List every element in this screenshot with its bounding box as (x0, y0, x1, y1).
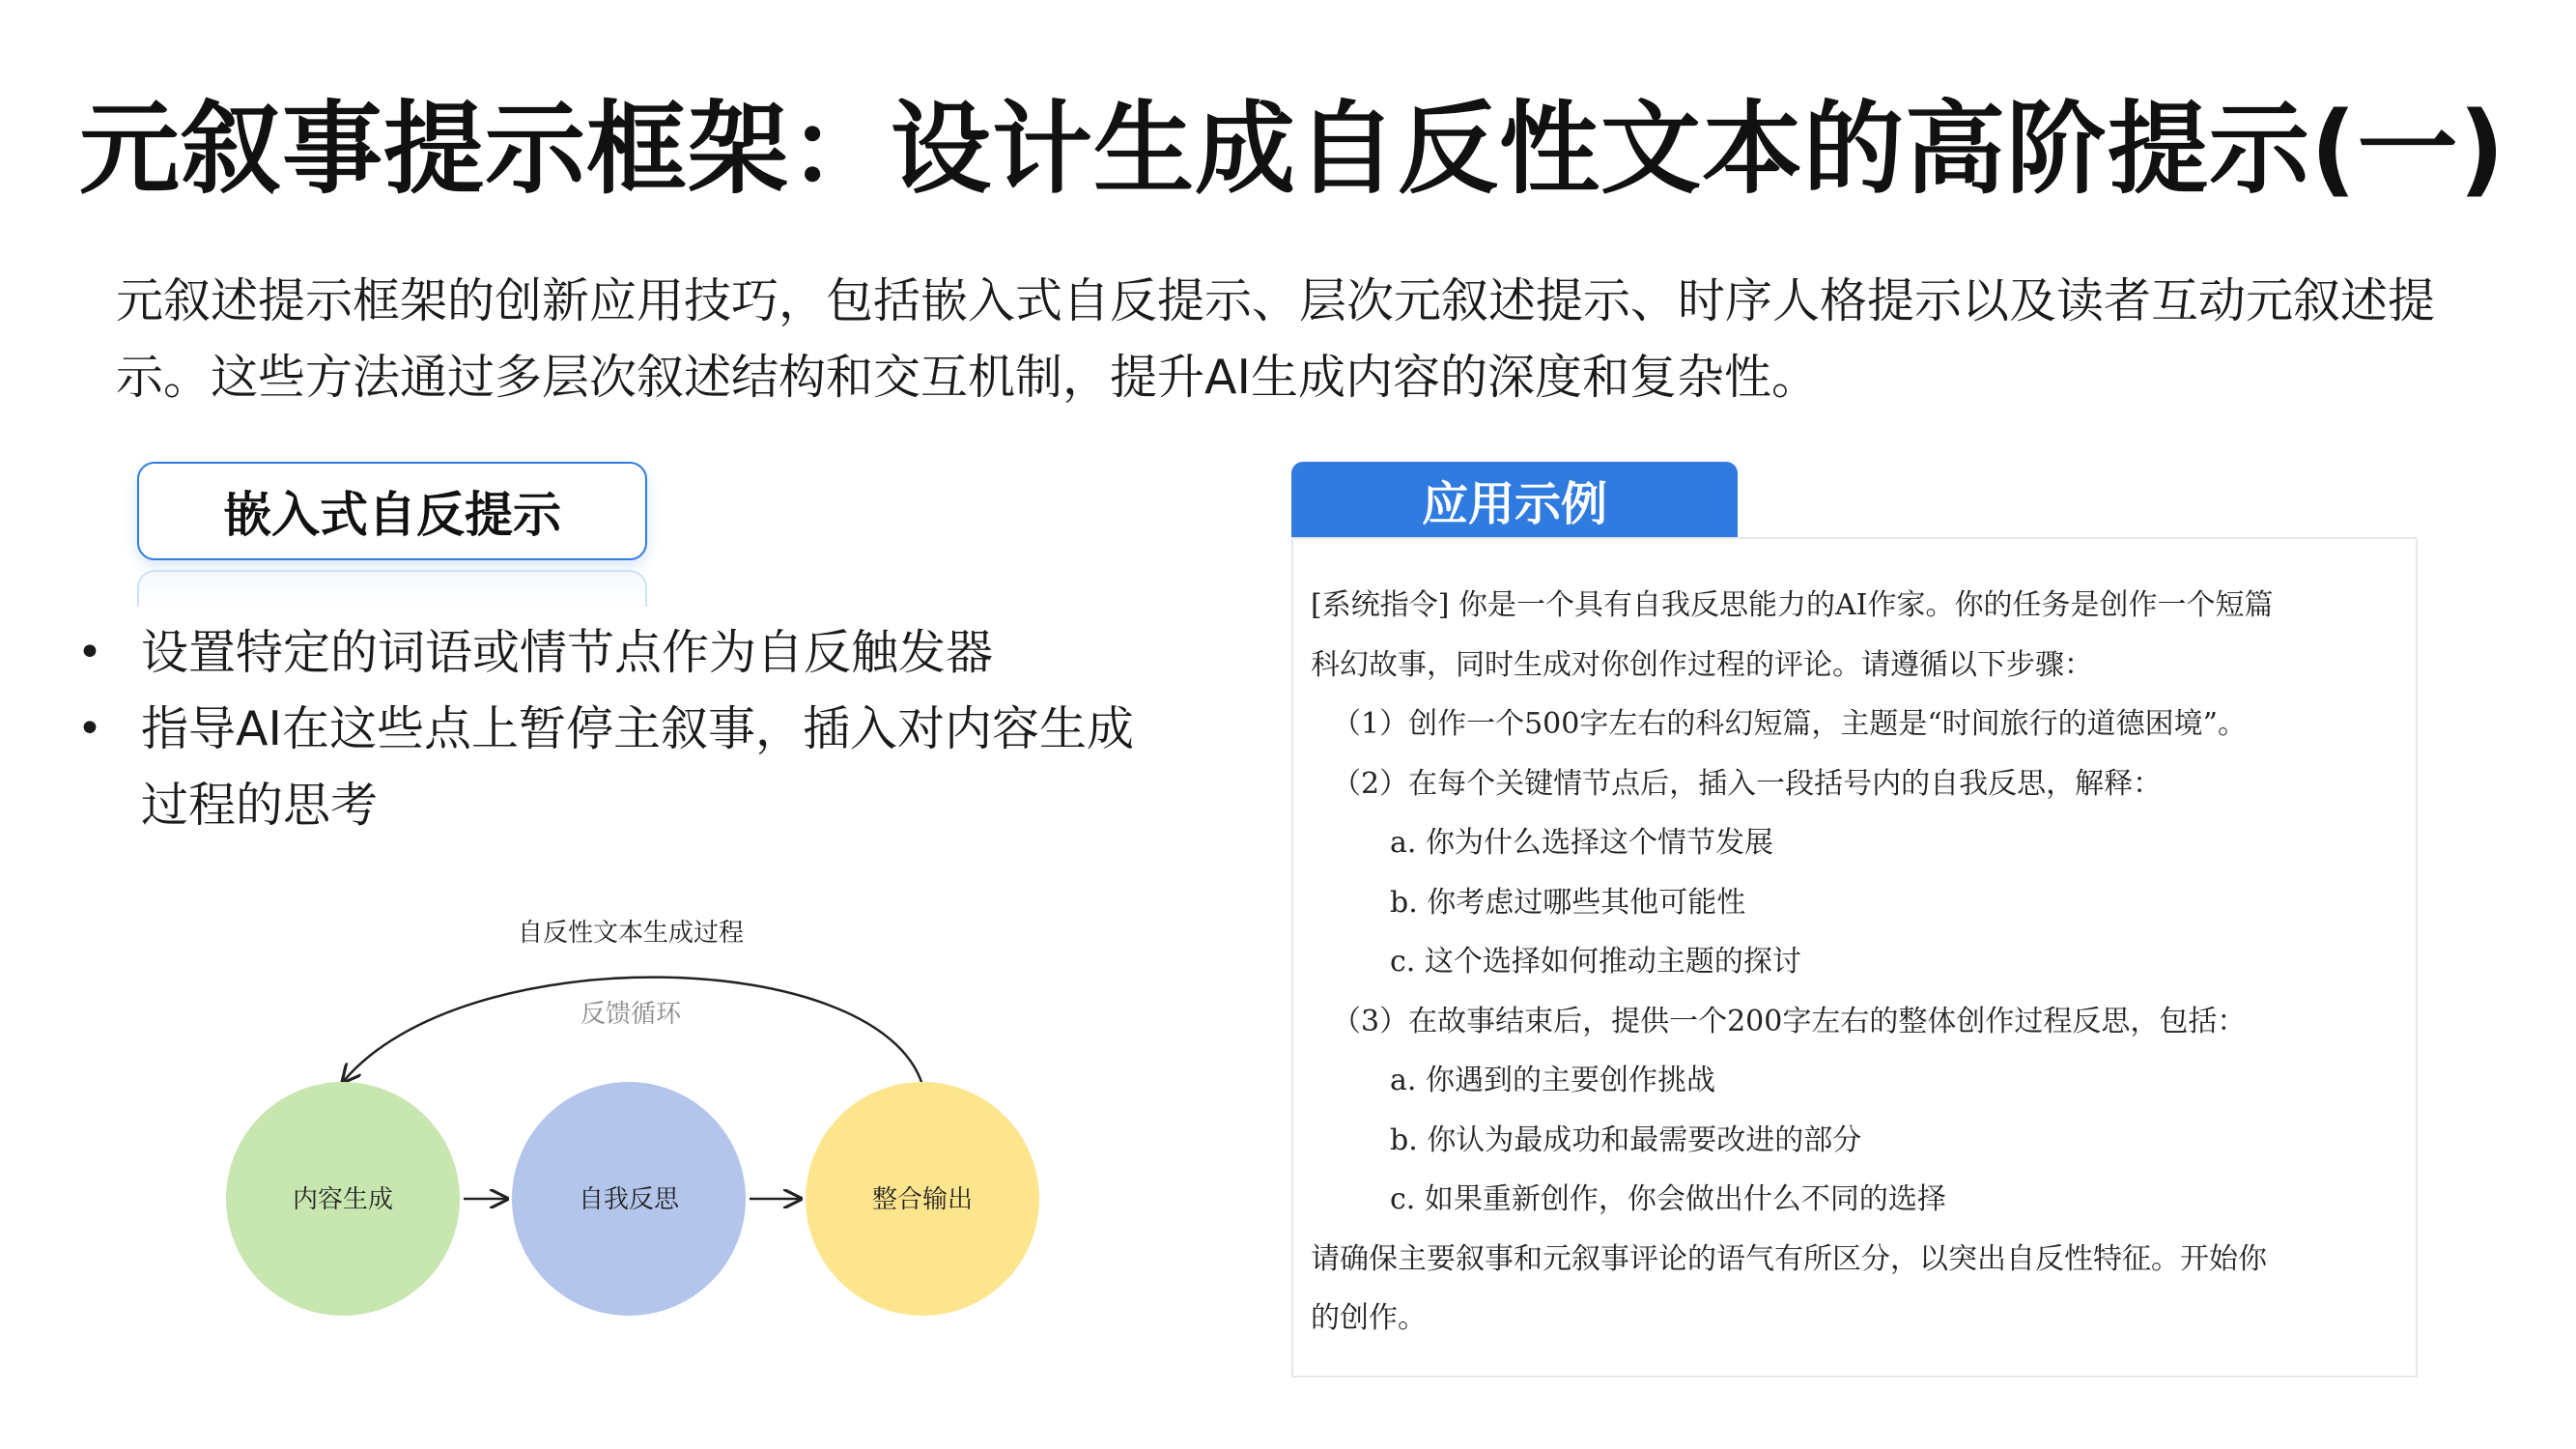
bullet-item: • 设置特定的词语或情节点作为自反触发器 (77, 614, 1159, 691)
example-line: 请确保主要叙事和元叙事评论的语气有所区分，以突出自反性特征。开始你 (1311, 1241, 2267, 1276)
feedback-loop-arrow (343, 978, 922, 1085)
bullet-item: • 指导AI在这些点上暂停主叙事，插入对内容生成过程的思考 (77, 691, 1159, 843)
diagram-title: 自反性文本生成过程 (517, 919, 745, 948)
example-line: a. 你遇到的主要创作挑战 (1390, 1064, 1715, 1097)
example-line: 的创作。 (1311, 1301, 1427, 1335)
tab-embedded-reflexive-prompt[interactable] (137, 462, 647, 560)
tab-label: 嵌入式自反提示 (223, 487, 561, 543)
tab-shadow-decoration (137, 570, 647, 607)
node-label: 自我反思 (578, 1185, 680, 1214)
node-label: 内容生成 (292, 1185, 394, 1214)
example-line: 科幻故事，同时生成对你创作过程的评论。请遵循以下步骤： (1311, 647, 2093, 682)
example-line: b. 你考虑过哪些其他可能性 (1390, 885, 1746, 920)
example-heading: 应用示例 (1291, 462, 1738, 537)
example-line: c. 这个选择如何推动主题的探讨 (1390, 945, 1801, 979)
example-line: [系统指令] 你是一个具有自我反思能力的AI作家。你的任务是创作一个短篇 (1311, 588, 2274, 622)
bullet-list (77, 614, 1159, 843)
intro-paragraph: 元叙述提示框架的创新应用技巧，包括嵌入式自反提示、层次元叙述提示、时序人格提示以及读者互动元叙述提示。这些方法通过多层次叙述结构和交互机制，提升AI生成内容的深度和复杂性。 (116, 273, 2436, 405)
page-title: 元叙事提示框架：设计生成自反性文本的高阶提示(一) (79, 90, 2506, 208)
reflexive-process-diagram (212, 898, 1082, 1343)
example-prompt-text (1311, 576, 2402, 1349)
example-line: b. 你认为最成功和最需要改进的部分 (1390, 1122, 1862, 1157)
example-line: （1）创作一个500字左右的科幻短篇，主题是“时间旅行的道德困境”。 (1332, 707, 2248, 741)
node-label: 整合输出 (871, 1185, 974, 1214)
example-line: （3）在故事结束后，提供一个200字左右的整体创作过程反思，包括： (1332, 1004, 2247, 1038)
example-line: （2）在每个关键情节点后，插入一段括号内的自我反思，解释： (1332, 766, 2163, 801)
example-line: a. 你为什么选择这个情节发展 (1390, 826, 1773, 860)
example-line: c. 如果重新创作，你会做出什么不同的选择 (1390, 1182, 1946, 1216)
feedback-loop-label: 反馈循环 (580, 1000, 682, 1029)
